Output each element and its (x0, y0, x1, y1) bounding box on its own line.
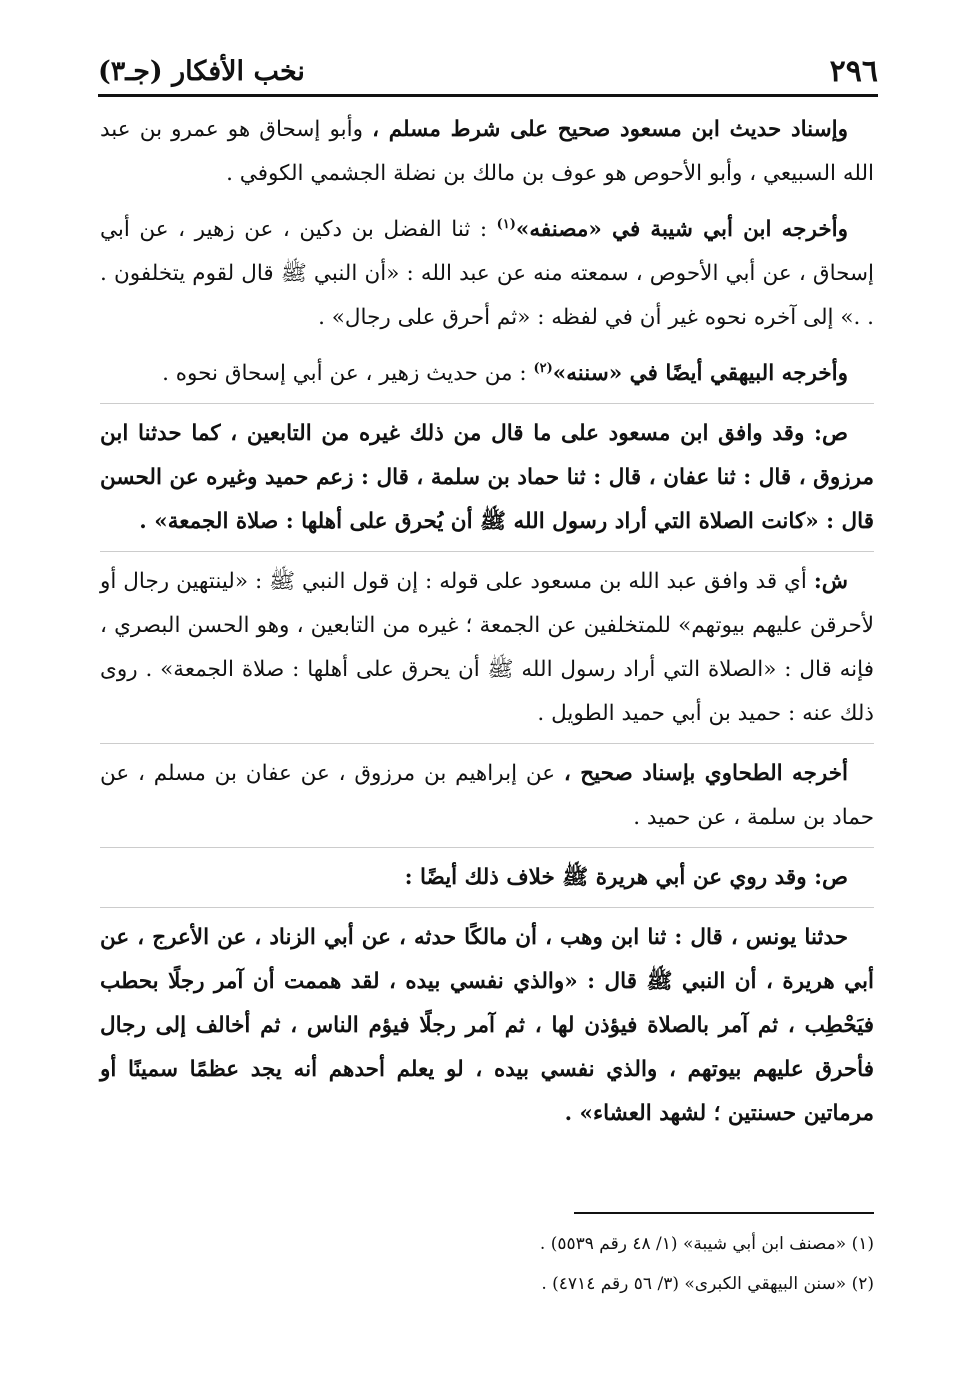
section-divider (100, 403, 874, 404)
paragraph-lead: وأخرجه ابن أبي شيبة في «مصنفه» (515, 217, 848, 243)
section-divider (100, 847, 874, 848)
paragraph-tahawi (100, 752, 874, 840)
paragraph-sharh (100, 560, 874, 736)
section-divider (100, 551, 874, 552)
footnote-1: (١) «مصنف ابن أبي شيبة» (١/ ٤٨ رقم ٥٥٣٩) . (539, 1234, 874, 1254)
running-title: نخب الأفكار (جـ٣) (98, 56, 305, 87)
footnote-ref[interactable]: (١) (496, 217, 516, 232)
paragraph-text: أي قد وافق عبد الله بن مسعود على قوله : إن قول النبي ﷺ : «لينتهين رجال أو لأحرقن عليهم بيوتهم» للمتخلفين عن الجمعة ؛ غيره من التابعين ، وهو الحسن البصري ، فإنه قال : «الصلاة التي أراد رسول الله ﷺ أن يحرق على أهلها : صلاة الجمعة» . روى ذلك عنه : حميد بن أبي حميد الطويل . (100, 569, 874, 727)
section-divider (100, 743, 874, 744)
paragraph-lead: وإسناد حديث ابن مسعود صحيح على شرط مسلم ، (372, 117, 848, 142)
paragraph-matn-abu-hurayra: ص: وقد روي عن أبي هريرة ﷺ خلاف ذلك أيضًا : (404, 865, 848, 891)
paragraph-text: : من حديث زهير ، عن أبي إسحاق نحوه . (162, 361, 534, 387)
paragraph-lead: ش: (813, 569, 848, 595)
paragraph-matn-hasan: ص: وقد وافق ابن مسعود على ما قال من ذلك غيره من التابعين ، كما حدثنا ابن مرزوق ، قال : ثنا عفان ، قال : ثنا حماد بن سلمة ، قال : زعم حميد وغيره عن الحسن قال : «كانت الصلاة التي أراد رسول الله ﷺ أن يُحرق على أهلها : صلاة الجمعة» . (100, 421, 874, 535)
paragraph-lead: أخرجه الطحاوي بإسناد صحيح ، (563, 761, 848, 787)
paragraph-text: عن إبراهيم بن مرزوق ، عن عفان بن مسلم ، عن حماد بن سلمة ، عن حميد . (100, 761, 874, 831)
section-divider (100, 907, 874, 908)
page-number: ٢٩٦ (829, 54, 878, 89)
paragraph-text: وأبو إسحاق هو عمرو بن عبد الله السبيعي ، وأبو الأحوص هو عوف بن مالك بن نضلة الجشمي الكوفي . (100, 117, 874, 186)
footnote-2: (٢) «سنن البيهقي الكبرى» (٣/ ٥٦ رقم ٤٧١٤) . (541, 1274, 874, 1294)
page-header (98, 50, 878, 90)
paragraph-lead: وأخرجه البيهقي أيضًا في «سننه» (552, 361, 848, 387)
page-body (100, 108, 874, 1143)
paragraph-text: : ثنا الفضل بن دكين ، عن زهير ، عن أبي إسحاق ، عن أبي الأحوص ، سمعته منه عن عبد الله : «أن النبي ﷺ قال لقوم يتخلفون . . .» إلى آخره نحوه غير أن في لفظه : «ثم أحرق على رجال» . (100, 217, 874, 331)
paragraph-isnad (100, 108, 874, 196)
footnote-rule (574, 1212, 874, 1214)
paragraph-hadith: حدثنا يونس ، قال : ثنا ابن وهب ، أن مالكًا حدثه ، عن أبي الزناد ، عن الأعرج ، عن أبي هريرة ، أن النبي ﷺ قال : «والذي نفسي بيده ، لقد هممت أن آمر رجلًا بحطب فيَحْطِب ، ثم آمر بالصلاة فيؤذن لها ، ثم آمر رجلًا فيؤم الناس ، ثم أخالف إلى رجال فأحرق عليهم بيوتهم ، والذي نفسي بيده ، لو يعلم أحدهم أنه يجد عظمًا سمينًا أو مرماتين حسنتين ؛ لشهد العشاء» . (100, 925, 874, 1127)
paragraph-ibn-abi-shayba (100, 203, 874, 340)
footnote-ref[interactable]: (٢) (533, 361, 553, 377)
header-rule (98, 94, 878, 97)
paragraph-bayhaqi (100, 347, 874, 396)
